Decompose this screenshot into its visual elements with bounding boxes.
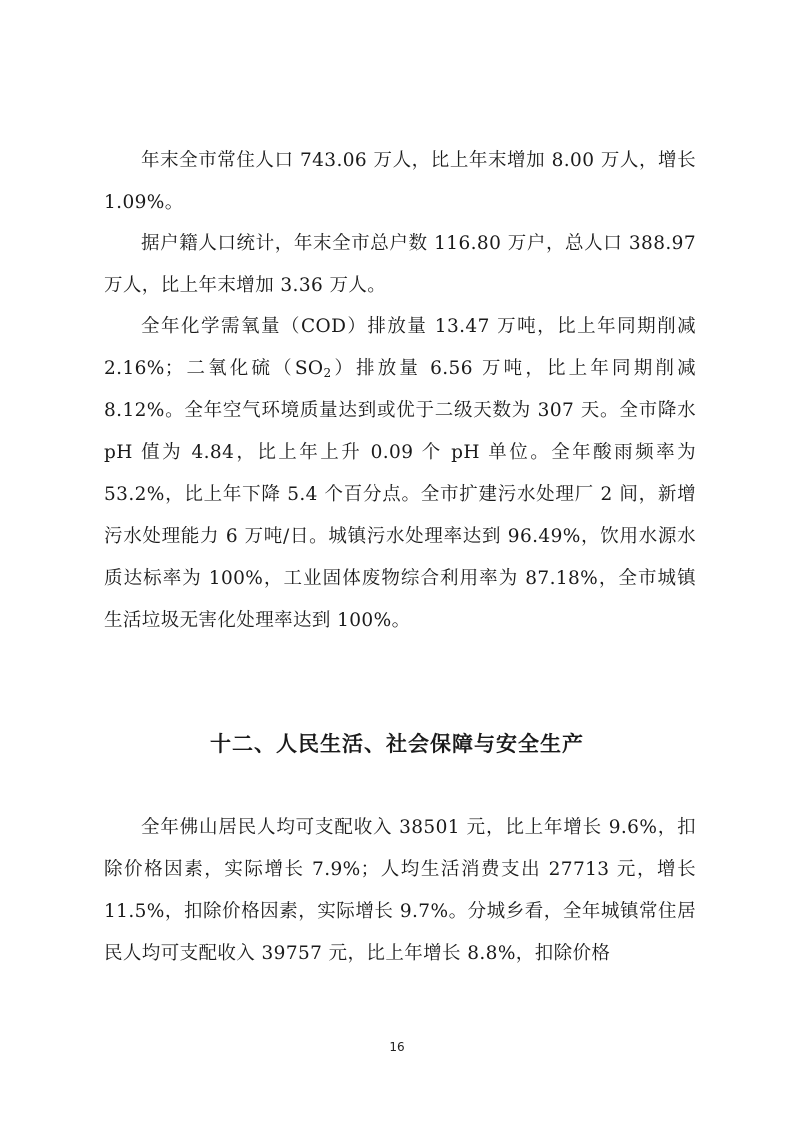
paragraph-environment <box>104 306 696 642</box>
paragraph-income: 全年佛山居民人均可支配收入 38501 元，比上年增长 9.6%，扣除价格因素，实际增长 7.9%；人均生活消费支出 27713 元，增长 11.5%，扣除价格因素，实际增长 9.7%。分城乡看，全年城镇常住居民人均可支配收入 39757 元，比上年增长 8.8%，扣除价格 <box>104 817 696 964</box>
paragraph-household: 据户籍人口统计，年末全市总户数 116.80 万户，总人口 388.97 万人，比上年末增加 3.36 万人。 <box>104 233 696 296</box>
environment-text-part2: ）排放量 6.56 万吨，比上年同期削减 8.12%。全年空气环境质量达到或优于二级天数为 307 天。全市降水 pH 值为 4.84，比上年上升 0.09 个 pH 单位。全年酸雨频率为 53.2%，比上年下降 5.4 个百分点。全市扩建污水处理厂 2 间，新增污水处理能力 6 万吨/日。城镇污水处理率达到 96.49%，饮用水源水质达标率为 100%，工业固体废物综合利用率为 87.18%，全市城镇生活垃圾无害化处理率达到 100%。 <box>104 358 696 631</box>
paragraph-population: 年末全市常住人口 743.06 万人，比上年末增加 8.00 万人，增长 1.09%。 <box>104 150 696 213</box>
page-number: 16 <box>389 1040 405 1054</box>
section-heading: 十二、人民生活、社会保障与安全生产 <box>210 732 584 756</box>
so2-subscript: 2 <box>323 366 332 380</box>
environment-text-part1: 全年化学需氧量（COD）排放量 13.47 万吨，比上年同期削减 2.16%；二氧化硫（SO <box>104 316 696 379</box>
